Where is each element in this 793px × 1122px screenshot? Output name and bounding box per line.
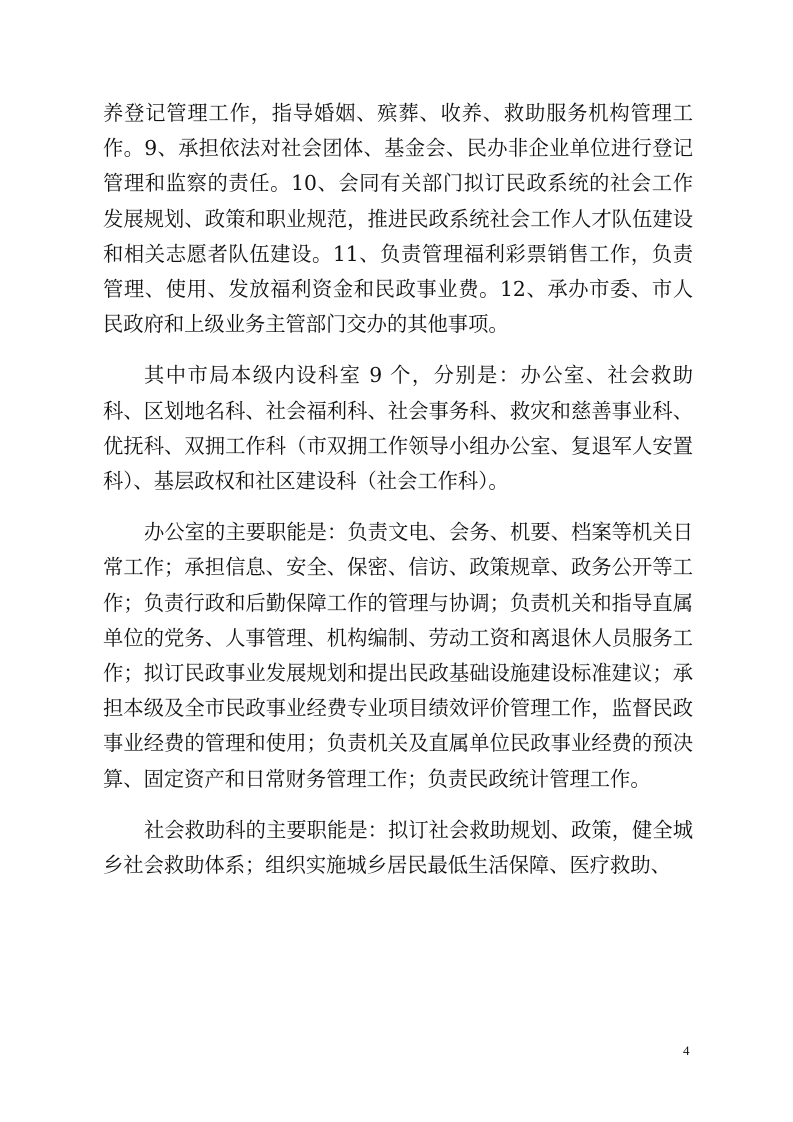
document-body — [103, 96, 693, 899]
paragraph-internal-departments: 其中市局本级内设科室 9 个，分别是：办公室、社会救助科、区划地名科、社会福利科、社会事务科、救灾和慈善事业科、优抚科、双拥工作科（市双拥工作领导小组办公室、复退军人安置科）、基层政权和社区建设科（社会工作科）。 — [103, 363, 693, 494]
paragraph-office-functions: 办公室的主要职能是：负责文电、会务、机要、档案等机关日常工作；承担信息、安全、保密、信访、政策规章、政务公开等工作；负责行政和后勤保障工作的管理与协调；负责机关和指导直属单位的党务、人事管理、机构编制、劳动工资和离退休人员服务工作；拟订民政事业发展规划和提出民政基础设施建设标准建议；承担本级及全市民政事业经费专业项目绩效评价管理工作，监督民政事业经费的管理和使用；负责机关及直属单位民政事业经费的预决算、固定资产和日常财务管理工作；负责民政统计管理工作。 — [103, 520, 693, 791]
paragraph-social-assistance-functions: 社会救助科的主要职能是：拟订社会救助规划、政策，健全城乡社会救助体系；组织实施城乡居民最低生活保障、医疗救助、 — [103, 817, 693, 878]
page-number: 4 — [683, 1043, 690, 1058]
paragraph-continuation: 养登记管理工作，指导婚姻、殡葬、收养、救助服务机构管理工作。9、承担依法对社会团体、基金会、民办非企业单位进行登记管理和监察的责任。10、会同有关部门拟订民政系统的社会工作发展规划、政策和职业规范，推进民政系统社会工作人才队伍建设和相关志愿者队伍建设。11、负责管理福利彩票销售工作，负责管理、使用、发放福利资金和民政事业费。12、承办市委、市人民政府和上级业务主管部门交办的其他事项。 — [103, 101, 693, 337]
